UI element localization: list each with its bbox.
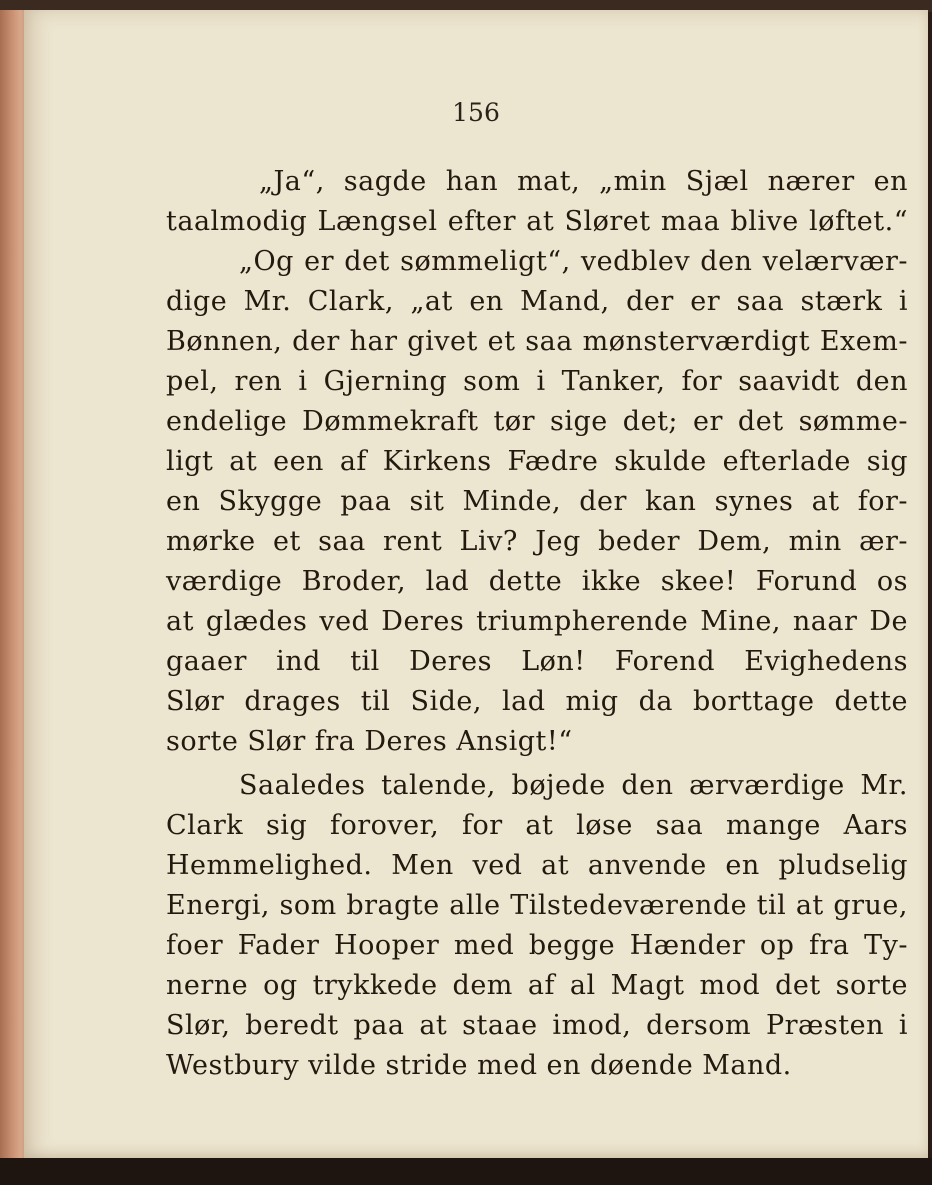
- text-line: taalmodig Længsel efter at Sløret maa blive løftet.“: [166, 206, 908, 237]
- text-line: foer Fader Hooper med begge Hænder op fra Ty-: [166, 930, 908, 961]
- text-line: en Skygge paa sit Minde, der kan synes at for-: [166, 486, 908, 517]
- text-line: sorte Slør fra Deres Ansigt!“: [166, 726, 573, 757]
- text-line: pel, ren i Gjerning som i Tanker, for saavidt den: [166, 366, 908, 397]
- page-text: [24, 10, 928, 1160]
- book-spine-edge: [0, 10, 26, 1160]
- text-line: endelige Dømmekraft tør sige det; er det sømme-: [166, 406, 908, 437]
- text-line: Bønnen, der har givet et saa mønsterværdigt Exem-: [166, 326, 908, 357]
- text-line: Energi, som bragte alle Tilstedeværende til at grue,: [166, 890, 908, 921]
- text-line: dige Mr. Clark, „at en Mand, der er saa stærk i: [166, 286, 908, 317]
- text-line: at glædes ved Deres triumpherende Mine, naar De: [166, 606, 908, 637]
- text-line: „Ja“, sagde han mat, „min Sjæl nærer en: [259, 166, 908, 197]
- text-line: Saaledes talende, bøjede den ærværdige Mr.: [239, 770, 908, 801]
- text-line: Clark sig forover, for at løse saa mange Aars: [166, 810, 908, 841]
- text-line: mørke et saa rent Liv? Jeg beder Dem, min ær-: [166, 526, 908, 557]
- text-line: nerne og trykkede dem af al Magt mod det sorte: [166, 970, 908, 1001]
- text-line: værdige Broder, lad dette ikke skee! Forund os: [166, 566, 908, 597]
- text-line: Slør, beredt paa at staae imod, dersom Præsten i: [166, 1010, 908, 1041]
- page-number: 156: [452, 98, 500, 127]
- text-line: Slør drages til Side, lad mig da borttage dette: [166, 686, 908, 717]
- text-line: ligt at een af Kirkens Fædre skulde efterlade sig: [166, 446, 908, 477]
- text-line: Hemmelighed. Men ved at anvende en pludselig: [166, 850, 908, 881]
- book-page: [24, 10, 928, 1160]
- scan-bottom-edge: [0, 1158, 932, 1185]
- text-line: „Og er det sømmeligt“, vedblev den velærvær-: [239, 246, 908, 277]
- text-line: gaaer ind til Deres Løn! Forend Evighedens: [166, 646, 908, 677]
- text-line: Westbury vilde stride med en døende Mand.: [166, 1050, 792, 1081]
